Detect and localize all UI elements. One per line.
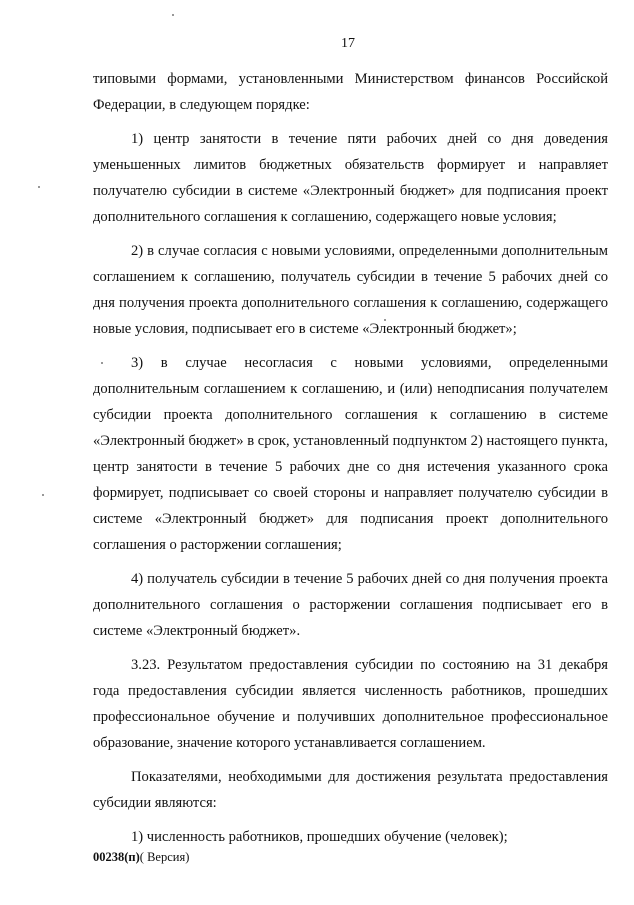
scan-speck xyxy=(42,494,44,496)
footer-version-label: ( Версия) xyxy=(139,850,190,864)
paragraph-section-3-23: 3.23. Результатом предоставления субсидии по состоянию на 31 декабря года предоставления субсидии является численность работников, прошедших профессиональное обучение и получивших дополнительное профессиональное образование, значение которого устанавливается соглашением. xyxy=(93,657,608,751)
paragraph-item-4: 4) получатель субсидии в течение 5 рабочих дней со дня получения проекта дополнительного соглашения о расторжении соглашения подписывает его в системе «Электронный бюджет». xyxy=(93,571,608,639)
paragraph-item-2: 2) в случае согласия с новыми условиями, определенными дополнительным соглашением к соглашению, получатель субсидии в течение 5 рабочих дней со дня получения проекта дополнительного соглашения к соглашению, содержащего новые условия, подписывает его в системе «Электронный бюджет»; xyxy=(93,243,608,337)
scan-speck xyxy=(38,186,40,188)
scan-speck xyxy=(172,14,174,16)
paragraph-indicators-intro: Показателями, необходимыми для достижения результата предоставления субсидии являются: xyxy=(93,769,608,811)
page-number: 17 xyxy=(341,36,355,51)
document-footer xyxy=(93,850,189,865)
scan-speck xyxy=(101,362,103,364)
paragraph-intro: типовыми формами, установленными Министерством финансов Российской Федерации, в следующем порядке: xyxy=(93,71,608,113)
footer-code: 00238(п) xyxy=(93,850,140,864)
paragraph-item-1: 1) центр занятости в течение пяти рабочих дней со дня доведения уменьшенных лимитов бюджетных обязательств формирует и направляет получателю субсидии в системе «Электронный бюджет» для подписания проект дополнительного соглашения к соглашению, содержащего новые условия; xyxy=(93,131,608,225)
document-body xyxy=(93,66,608,858)
paragraph-indicator-1: 1) численность работников, прошедших обучение (человек); xyxy=(131,829,508,845)
scan-speck xyxy=(384,319,386,321)
paragraph-item-3: 3) в случае несогласия с новыми условиями, определенными дополнительным соглашением к соглашению, и (или) неподписания получателем субсидии проекта дополнительного соглашения к соглашению в системе «Электронный бюджет» в срок, установленный подпунктом 2) настоящего пункта, центр занятости в течение 5 рабочих дне со дня истечения указанного срока формирует, подписывает со своей стороны и направляет получателю субсидии в системе «Электронный бюджет» для подписания проект дополнительного соглашения о расторжении соглашения; xyxy=(93,355,608,553)
